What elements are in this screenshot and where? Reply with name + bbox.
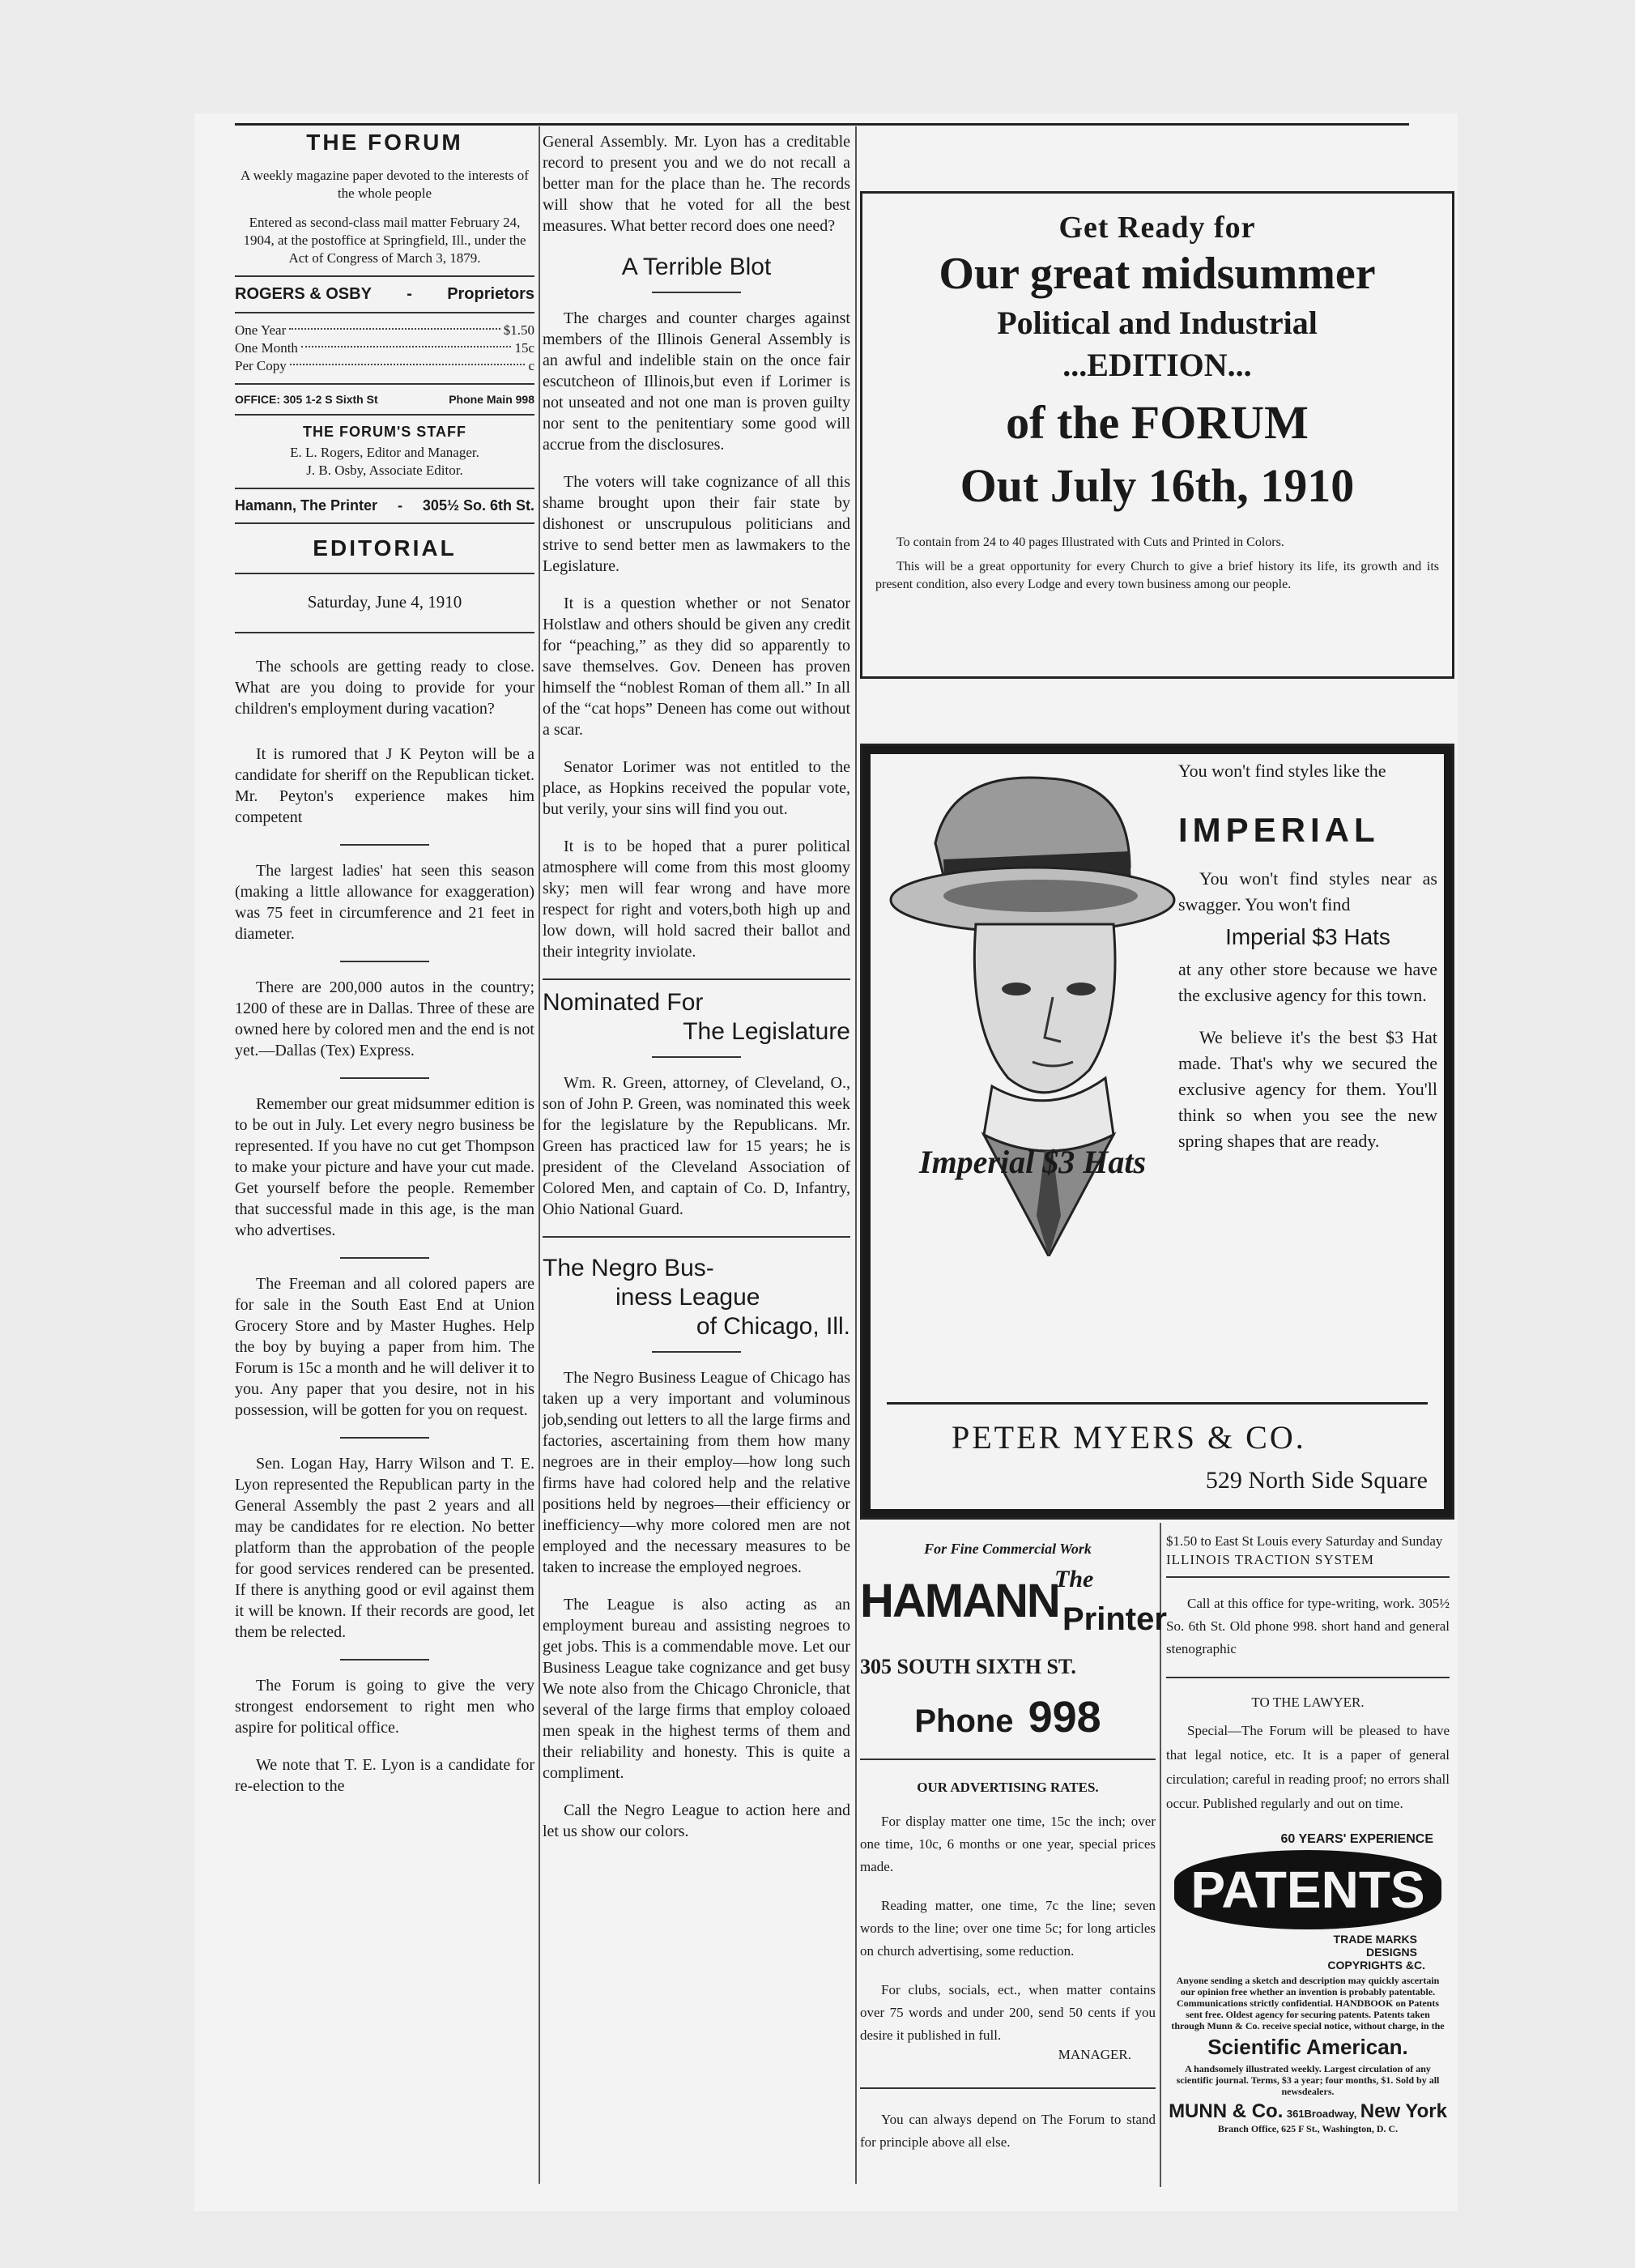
title-line: of Chicago, Ill. (696, 1313, 850, 1340)
patents-body: A handsomely illustrated weekly. Largest circulation of any scientific journal. Terms, $3 a year; four months, $1. Sold by all newsdealers. (1176, 2063, 1440, 2097)
dash: - (397, 497, 402, 514)
printer-row (235, 497, 534, 514)
paragraph: The voters will take cognizance of all this shame brought upon their fair state by dishonest or unscrupulous politicians and strive to send better men as lawmakers to the Legislature. (543, 473, 850, 575)
edition-small-2: This will be a great opportunity for every Church to give a brief history its life, its growth and its present condition, also every Lodge and every town business among our people. (875, 560, 1439, 591)
divider (1166, 1576, 1450, 1578)
divider (860, 1759, 1156, 1760)
masthead-title: THE FORUM (306, 130, 463, 155)
printer-address: 305½ So. 6th St. (422, 497, 534, 514)
printer-ad-phone-number: 998 (1028, 1693, 1101, 1742)
hat-paragraph: at any other store because we have the exclusive agency for this town. (1178, 959, 1437, 1005)
divider (235, 312, 534, 313)
patents-sub: COPYRIGHTS &C. (1327, 1959, 1425, 1972)
rate-price: $1.50 (503, 322, 534, 338)
hat-brand: IMPERIAL (1178, 811, 1380, 849)
paragraph: Wm. R. Green, attorney, of Cleveland, O., son of John P. Green, was nominated this week for the legislature by the Republicans. Mr. Green has practiced law for 15 years; he is president of the Cleveland Association of Colored Men, and captain of Co. D, Infantry, Ohio National Guard. (543, 1074, 850, 1218)
paragraph: The League is also acting as an employment bureau and assisting negroes to get jobs. This is a commendable move. Let our Business League take cognizance and get busy We note also from the Chicago Chronicle, that several of the large firms that employ coloaed men speak in the highest terms of them and their reliability and honesty. This is quite a compliment. (543, 1596, 850, 1782)
office-phone: Phone Main 998 (449, 393, 534, 406)
paragraph: It is to be hoped that a purer political atmosphere will come from this most gloomy sky; men will fear wrong and have more respect for right and voters,both high up and low down, will hold sacred their ballot and their integrity inviolate. (543, 838, 850, 961)
traction-name: ILLINOIS TRACTION SYSTEM (1166, 1552, 1374, 1567)
hat-paragraph: We believe it's the best $3 Hat made. That's why we secured the exclusive agency for them. You'll think so when you see the new spring shapes that are ready. (1178, 1027, 1437, 1151)
patents-title: PATENTS (1174, 1850, 1441, 1929)
edition-ad (860, 191, 1454, 679)
paragraph: Senator Lorimer was not entitled to the place, as Hopkins received the popular vote, but verily, your sins will find you out. (543, 758, 850, 818)
column-1 (235, 113, 534, 1813)
column-2 (543, 113, 850, 1858)
edition-line-3: Political and Industrial (997, 305, 1318, 341)
printer-ad-printer: Printer (1062, 1601, 1167, 1637)
edition-line-1: Get Ready for (1058, 211, 1256, 245)
proprietors-row (235, 285, 534, 304)
printer-ad-address: 305 SOUTH SIXTH ST. (860, 1655, 1076, 1678)
adv-rates-paragraph: For clubs, socials, ect., when matter contains over 75 words and under 200, send 50 cents if you desire it published in full. (860, 1982, 1156, 2043)
adv-rates-footer: You can always depend on The Forum to stand for principle above all else. (860, 2112, 1156, 2150)
printer-ad-top: For Fine Commercial Work (924, 1541, 1092, 1557)
paragraph: The Negro Business League of Chicago has taken up a very important and voluminous job,sending out letters to all the large firms and factories, ascertaining from them how many negroes are in their employ—how long such firms have had colored help and the relative positions held by negroes—their efficiency or inefficiency—why more colored men are not employed and the necessary measures to be taken to increase the employed negroes. (543, 1369, 850, 1576)
patents-ny: New York (1360, 2100, 1447, 2122)
paragraph: It is rumored that J K Peyton will be a candidate for sheriff on the Republican ticket. Mr. Peyton's experience makes him competent (235, 745, 534, 826)
article-title-terrible-blot: A Terrible Blot (621, 254, 772, 280)
divider (543, 1236, 850, 1238)
divider (235, 488, 534, 489)
adv-rates-paragraph: Reading matter, one time, 7c the line; seven words to the line; over one time 5c; for long articles on church advertising, some reduction. (860, 1898, 1156, 1959)
patents-body: Anyone sending a sketch and description may quickly ascertain our opinion free whether an invention is probably patentable. Communications strictly confidential. HANDBOOK on Patents sent free. Oldest agency for securing patents. Patents taken through Munn & Co. receive special notice, without charge, in the (1171, 1975, 1445, 2031)
separator (340, 1659, 429, 1660)
patents-ad (1166, 1832, 1450, 2135)
paragraph: Remember our great midsummer edition is to be out in July. Let every negro business be represented. If you have no cut get Thompson to make your picture and have your cut made. Get yourself before the people. Remember that successful made in this age, is the man who advertises. (235, 1095, 534, 1239)
printer-ad-phone (860, 1692, 1156, 1742)
patents-sub: TRADE MARKS (1333, 1933, 1417, 1946)
subscription-rates (235, 322, 534, 375)
divider (235, 632, 534, 633)
paragraph: The schools are getting ready to close. What are you doing to provide for your children's employment during vacation? (235, 658, 534, 718)
rate-row (235, 322, 534, 339)
edition-line-5: of the FORUM (1006, 396, 1309, 449)
printer-ad-name-row (860, 1566, 1167, 1647)
office-address: OFFICE: 305 1-2 S Sixth St (235, 393, 378, 406)
patents-munn-row (1166, 2100, 1450, 2123)
separator (340, 844, 429, 846)
divider (235, 383, 534, 385)
edition-small-1: To contain from 24 to 40 pages Illustrated with Cuts and Printed in Colors. (896, 535, 1284, 549)
separator (340, 1437, 429, 1439)
traction-text: $1.50 to East St Louis every Saturday and Sunday (1166, 1533, 1443, 1549)
hat-store-address: 529 North Side Square (1205, 1467, 1428, 1494)
separator (652, 292, 741, 293)
man-with-hat-illustration (887, 762, 1178, 1256)
paragraph: The Forum is going to give the very strongest endorsement to right men who aspire for political office. (235, 1677, 534, 1737)
rate-price: 15c (514, 340, 534, 356)
edition-line-6: Out July 16th, 1910 (960, 459, 1355, 512)
patents-branch: Branch Office, 625 F St., Washington, D. C. (1217, 2123, 1399, 2134)
paragraph: We note that T. E. Lyon is a candidate for re-election to the (235, 1756, 534, 1795)
divider (235, 414, 534, 416)
separator (652, 1056, 741, 1058)
rate-row (235, 357, 534, 375)
paragraph: There are 200,000 autos in the country; 1200 of these are in Dallas. Three of these are owned here by colored men and the end is not yet.—Dallas (Tex) Express. (235, 978, 534, 1059)
separator (340, 961, 429, 962)
column-4-small (1166, 1523, 1450, 2135)
dash: - (407, 285, 412, 303)
divider (235, 275, 534, 277)
divider (235, 522, 534, 524)
hat-ad (860, 744, 1454, 1520)
paragraph: Sen. Logan Hay, Harry Wilson and T. E. Lyon represented the Republican party in the General Assembly the past 2 years and all may be candidates for re election. No better platform than the approbation of the people for good services rendered can be presented. If there is anything good or evil against them it will be known. If their records are good, let them be relected. (235, 1455, 534, 1641)
divider (1166, 1677, 1450, 1678)
hat-ad-inner (871, 754, 1444, 1509)
adv-rates-title: OUR ADVERTISING RATES. (917, 1780, 1099, 1795)
lawyer-text: Special—The Forum will be pleased to have that legal notice, etc. It is a paper of general circulation; careful in reading proof; no errors shall occur. Published regularly and out on time. (1166, 1723, 1450, 1811)
editorial-title: EDITORIAL (313, 535, 457, 561)
printer-ad-phone-label: Phone (914, 1703, 1014, 1739)
patents-sub: DESIGNS (1365, 1946, 1417, 1959)
hat-product: Imperial $3 Hats (1225, 924, 1390, 949)
separator (340, 1077, 429, 1079)
printer-name: Hamann, The Printer (235, 497, 378, 514)
staff-line: E. L. Rogers, Editor and Manager. (290, 445, 479, 460)
printer-ad-the: The (1054, 1566, 1094, 1592)
leader-dots (289, 328, 500, 330)
title-line: The Negro Bus- (543, 1255, 714, 1281)
masthead-entry: Entered as second-class mail matter February 24, 1904, at the postoffice at Springfield, Ill., under the Act of Congress of March 3, 1879. (243, 215, 526, 266)
proprietors-label: Proprietors (447, 285, 534, 303)
paragraph: General Assembly. Mr. Lyon has a creditable record to present you and we do not recall a better man for the place than he. The records will show that he voted for all the best measures. What better record does one need? (543, 133, 850, 235)
rate-row (235, 339, 534, 357)
rate-label: One Year (235, 322, 287, 338)
typewriting-text: Call at this office for type-writing, work. 305½ So. 6th St. Old phone 998. short hand and general stenographic (1166, 1596, 1450, 1656)
article-title-nominated (543, 988, 850, 1047)
adv-rates-signature: MANAGER. (1058, 2047, 1131, 2062)
separator (652, 1351, 741, 1353)
leader-dots (290, 364, 526, 365)
patents-munn: MUNN & Co. (1169, 2100, 1284, 2122)
hat-top: You won't find styles like the (1178, 761, 1386, 781)
divider (235, 573, 534, 574)
rate-label: One Month (235, 340, 298, 356)
staff-line: J. B. Osby, Associate Editor. (306, 463, 463, 478)
title-line: Nominated For (543, 989, 704, 1016)
patents-journal: Scientific American. (1207, 2035, 1408, 2059)
rate-price: c (528, 358, 534, 373)
proprietors-name: ROGERS & OSBY (235, 285, 372, 303)
rate-label: Per Copy (235, 358, 287, 373)
separator (340, 1257, 429, 1259)
masthead-tagline: A weekly magazine paper devoted to the interests of the whole people (241, 168, 529, 201)
paragraph: The charges and counter charges against members of the Illinois General Assembly is an awful and indelible stain on the once fair escutcheon of Illinois,but even if Lorimer is not unseated and not one man is proven guilty nor sent to the penitentiary some good will accrue from the disclosures. (543, 309, 850, 454)
adv-rates-paragraph: For display matter one time, 15c the inch; over one time, 10c, 6 months or one year, special prices made. (860, 1814, 1156, 1874)
hat-illustration-caption: Imperial $3 Hats (919, 1144, 1147, 1180)
edition-line-2: Our great midsummer (939, 249, 1376, 299)
leader-dots (301, 346, 512, 347)
column-rule-1 (539, 126, 540, 2184)
patents-broadway: 361Broadway, (1286, 2108, 1357, 2120)
title-line: iness League (615, 1284, 760, 1311)
paragraph: Call the Negro League to action here and let us show our colors. (543, 1801, 850, 1840)
paragraph: It is a question whether or not Senator Holstlaw and others should be given any credit for “peaching,” as they did so apparently to save themselves. Gov. Deneen has proven himself the “noblest Roman of them all.” In all of the “cat hops” Deneen has come out without a scar. (543, 595, 850, 739)
printer-ad (860, 1523, 1167, 2170)
divider (543, 978, 850, 980)
divider (860, 2087, 1156, 2089)
newspaper-page (194, 113, 1458, 2211)
staff-title: THE FORUM'S STAFF (303, 424, 466, 440)
hat-paragraph: You won't find styles near as swagger. You won't find (1178, 868, 1437, 914)
hat-copy (1178, 754, 1437, 1170)
edition-line-4: ...EDITION... (1062, 347, 1252, 383)
hat-divider (887, 1402, 1428, 1405)
printer-ad-name: HAMANN (860, 1575, 1059, 1627)
patents-years: 60 YEARS' EXPERIENCE (1280, 1832, 1433, 1846)
title-line: The Legislature (683, 1018, 850, 1045)
article-title-league (543, 1254, 850, 1341)
issue-date: Saturday, June 4, 1910 (307, 592, 462, 612)
hat-store-name: PETER MYERS & CO. (952, 1419, 1306, 1456)
column-rule-2 (855, 126, 857, 2184)
paragraph: The largest ladies' hat seen this season (making a little allowance for exaggeration) was 75 feet in circumference and 21 feet in diameter. (235, 862, 534, 943)
office-row (235, 393, 534, 406)
paragraph: The Freeman and all colored papers are for sale in the South East End at Union Grocery Store and by Master Hughes. Help the boy by buying a paper from him. The Forum is 15c a month and he will deliver it to you. Any paper that you desire, not in his possession, will be gotten for you on request. (235, 1275, 534, 1419)
lawyer-title: TO THE LAWYER. (1251, 1695, 1365, 1710)
